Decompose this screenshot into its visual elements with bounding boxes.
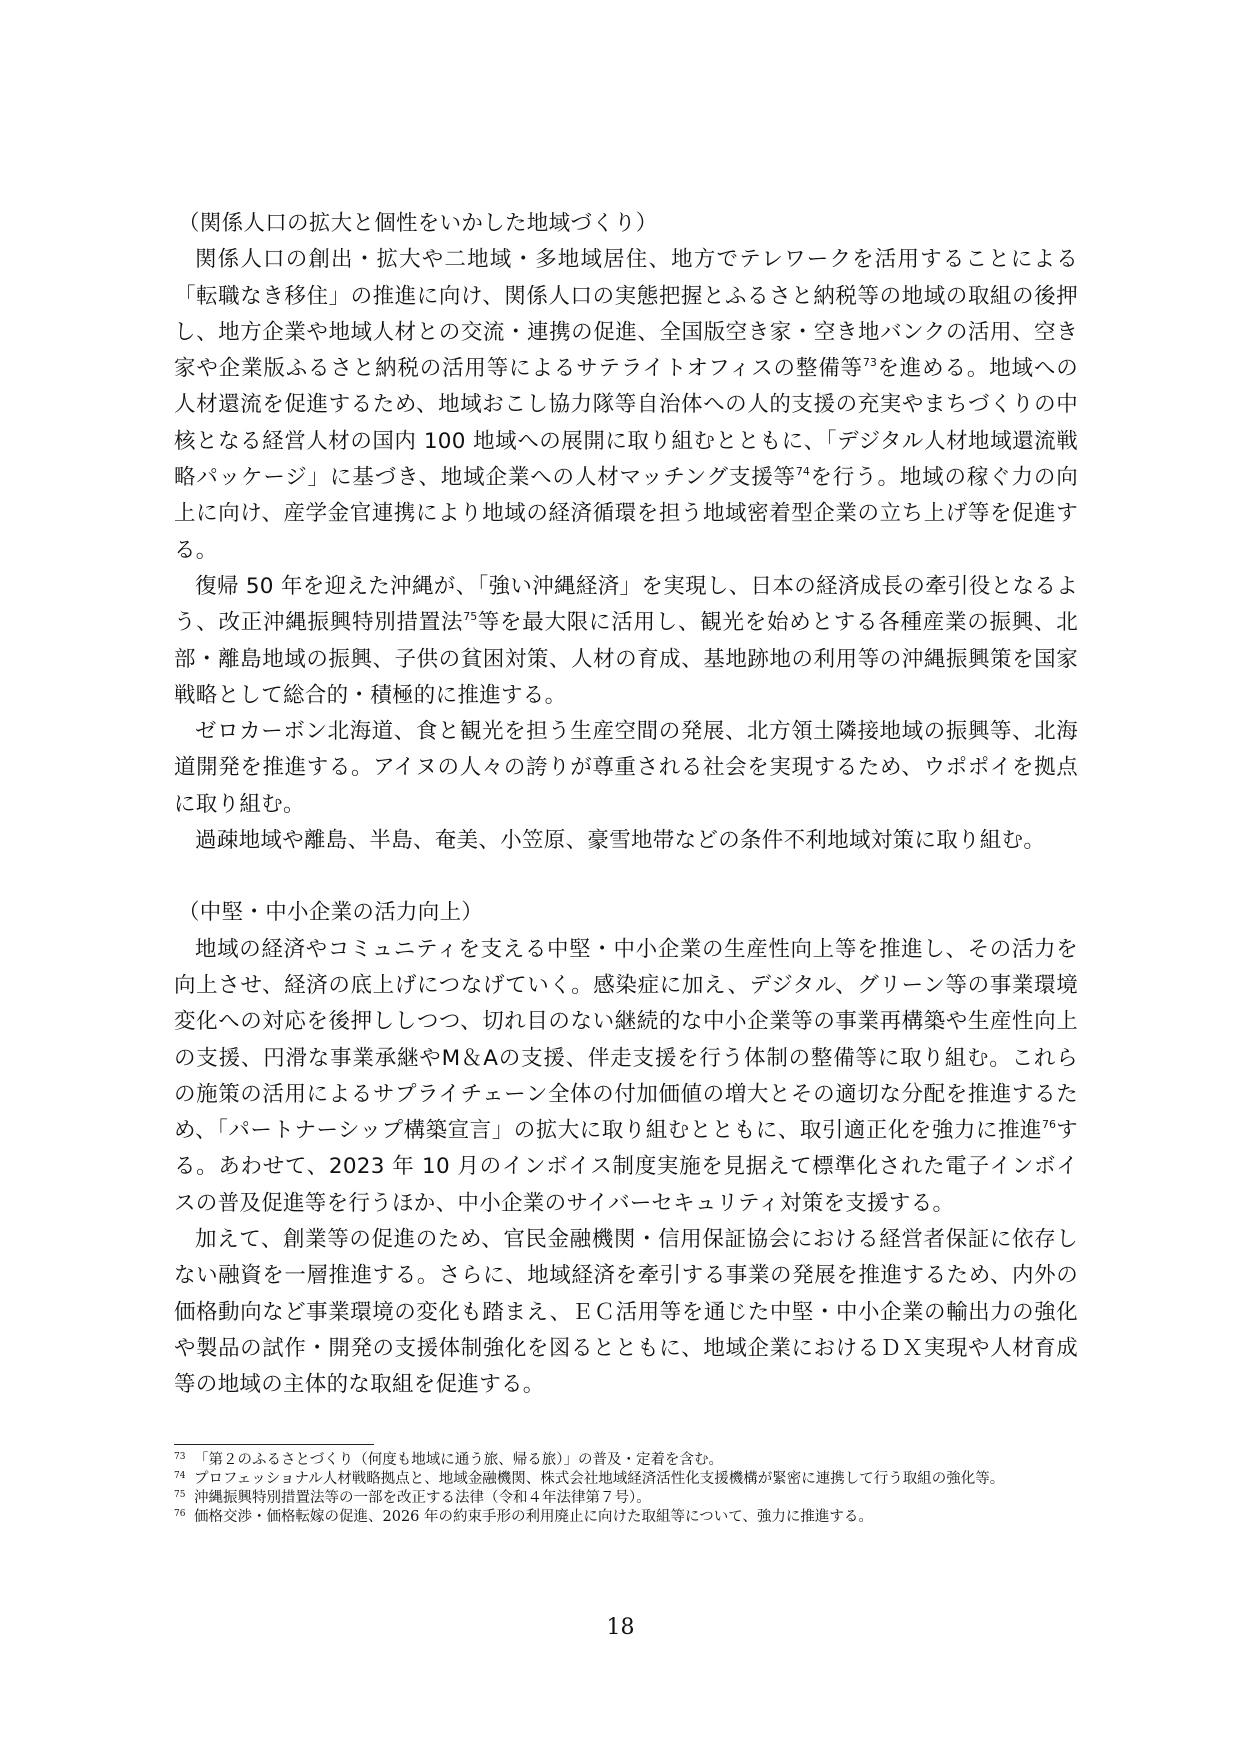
- footnote-ref-75[interactable]: 75: [463, 610, 478, 624]
- footnote-73: [174, 1451, 1078, 1470]
- paragraph-sme-productivity: [174, 932, 1078, 1222]
- body-text: [174, 206, 1078, 1404]
- page-number: 18: [606, 1615, 635, 1640]
- paragraph-text: 復帰 50 年を迎えた沖縄が、「強い沖縄経済」を実現し、日本の経済成長の牽引役となるよう、改正沖縄振興特別措置法: [174, 573, 1078, 636]
- paragraph-text: する。あわせて、2023 年 10 月のインボイス制度実施を見据えて標準化された電子インボイスの普及促進等を行うほか、中小企業のサイバーセキュリティ対策を支援する。: [174, 1118, 1078, 1216]
- footnote-text: 「第２のふるさとづくり（何度も地域に通う旅、帰る旅）」の普及・定着を含む。: [194, 1452, 723, 1468]
- paragraph-related-population: [174, 242, 1078, 569]
- footnote-74: [174, 1470, 1078, 1489]
- footnote-75: [174, 1489, 1078, 1508]
- paragraph-text: 等を最大限に活用し、観光を始めとする各種産業の振興、北部・離島地域の振興、子供の貧困対策、人材の育成、基地跡地の利用等の沖縄振興策を国家戦略として総合的・積極的に推進する。: [174, 610, 1078, 708]
- footnotes: [174, 1451, 1078, 1527]
- paragraph-hokkaido: [174, 714, 1078, 823]
- footnote-number: 74: [174, 1471, 186, 1481]
- footnote-number: 76: [174, 1509, 186, 1519]
- footnote-divider: [174, 1444, 374, 1445]
- paragraph-text: を行う。地域の稼ぐ力の向上に向け、産学金官連携により地域の経済循環を担う地域密着型企業の立ち上げ等を促進する。: [174, 465, 1078, 563]
- paragraph-text: 地域の経済やコミュニティを支える中堅・中小企業の生産性向上等を推進し、その活力を向上させ、経済の底上げにつなげていく。感染症に加え、デジタル、グリーン等の事業環境変化への対応を後押ししつつ、切れ目のない継続的な中小企業等の事業再構築や生産性向上の支援、円滑な事業承継やM＆Aの支援、伴走支援を行う体制の整備等に取り組む。これらの施策の活用によるサプライチェーン全体の付加価値の増大とその適切な分配を推進するため、「パートナーシップ構築宣言」の拡大に取り組むとともに、取引適正化を強力に推進: [174, 936, 1078, 1144]
- section-spacer: [174, 859, 1078, 895]
- section-heading-regional: （関係人口の拡大と個性をいかした地域づくり）: [178, 211, 658, 236]
- paragraph-okinawa: [174, 569, 1078, 714]
- footnote-text: 価格交渉・価格転嫁の促進、2026 年の約束手形の利用廃止に向けた取組等について、強力に推進する。: [194, 1509, 873, 1525]
- paragraph-text: を進める。地域への人材還流を促進するため、地域おこし協力隊等自治体への人的支援の充実やまちづくりの中核となる経営人材の国内 100 地域への展開に取り組むとともに、「デジタル人材地域還流戦略パッケージ」に基づき、地域企業への人材マッチング支援等: [174, 356, 1078, 491]
- section-heading-sme: （中堅・中小企業の活力向上）: [178, 900, 484, 926]
- footnote-text: プロフェッショナル人材戦略拠点と、地域金融機関、株式会社地域経済活性化支援機構が緊密に連携して行う取組の強化等。: [194, 1471, 1005, 1487]
- footnote-text: 沖縄振興特別措置法等の一部を改正する法律（令和４年法律第７号）。: [194, 1490, 651, 1506]
- paragraph-text: 関係人口の創出・拡大や二地域・多地域居住、地方でテレワークを活用することによる「転職なき移住」の推進に向け、関係人口の実態把握とふるさと納税等の地域の取組の後押し、地方企業や地域人材との交流・連携の促進、全国版空き家・空き地バンクの活用、空き家や企業版ふるさと納税の活用等によるサテライトオフィスの整備等: [174, 247, 1078, 382]
- footnote-ref-73[interactable]: 73: [862, 356, 877, 370]
- footnote-76: [174, 1508, 1078, 1527]
- paragraph-text: ゼロカーボン北海道、食と観光を担う生産空間の発展、北方領土隣接地域の振興等、北海道開発を推進する。アイヌの人々の誇りが尊重される社会を実現するため、ウポポイを拠点に取り組む。: [174, 719, 1078, 817]
- paragraph-sme-finance: [174, 1222, 1078, 1403]
- footnote-number: 73: [174, 1452, 186, 1462]
- paragraph-disadvantaged-areas: [174, 823, 1078, 859]
- footnote-ref-76[interactable]: 76: [1041, 1118, 1056, 1132]
- footnote-number: 75: [174, 1490, 186, 1500]
- paragraph-text: 過疎地域や離島、半島、奄美、小笠原、豪雪地帯などの条件不利地域対策に取り組む。: [195, 828, 1046, 854]
- paragraph-text: 加えて、創業等の促進のため、官民金融機関・信用保証協会における経営者保証に依存しない融資を一層推進する。さらに、地域経済を牽引する事業の発展を推進するため、内外の価格動向など事業環境の変化も踏まえ、ＥＣ活用等を通じた中堅・中小企業の輸出力の強化や製品の試作・開発の支援体制強化を図るとともに、地域企業におけるＤＸ実現や人材育成等の地域の主体的な取組を促進する。: [174, 1227, 1078, 1398]
- footnote-ref-74[interactable]: 74: [795, 465, 810, 479]
